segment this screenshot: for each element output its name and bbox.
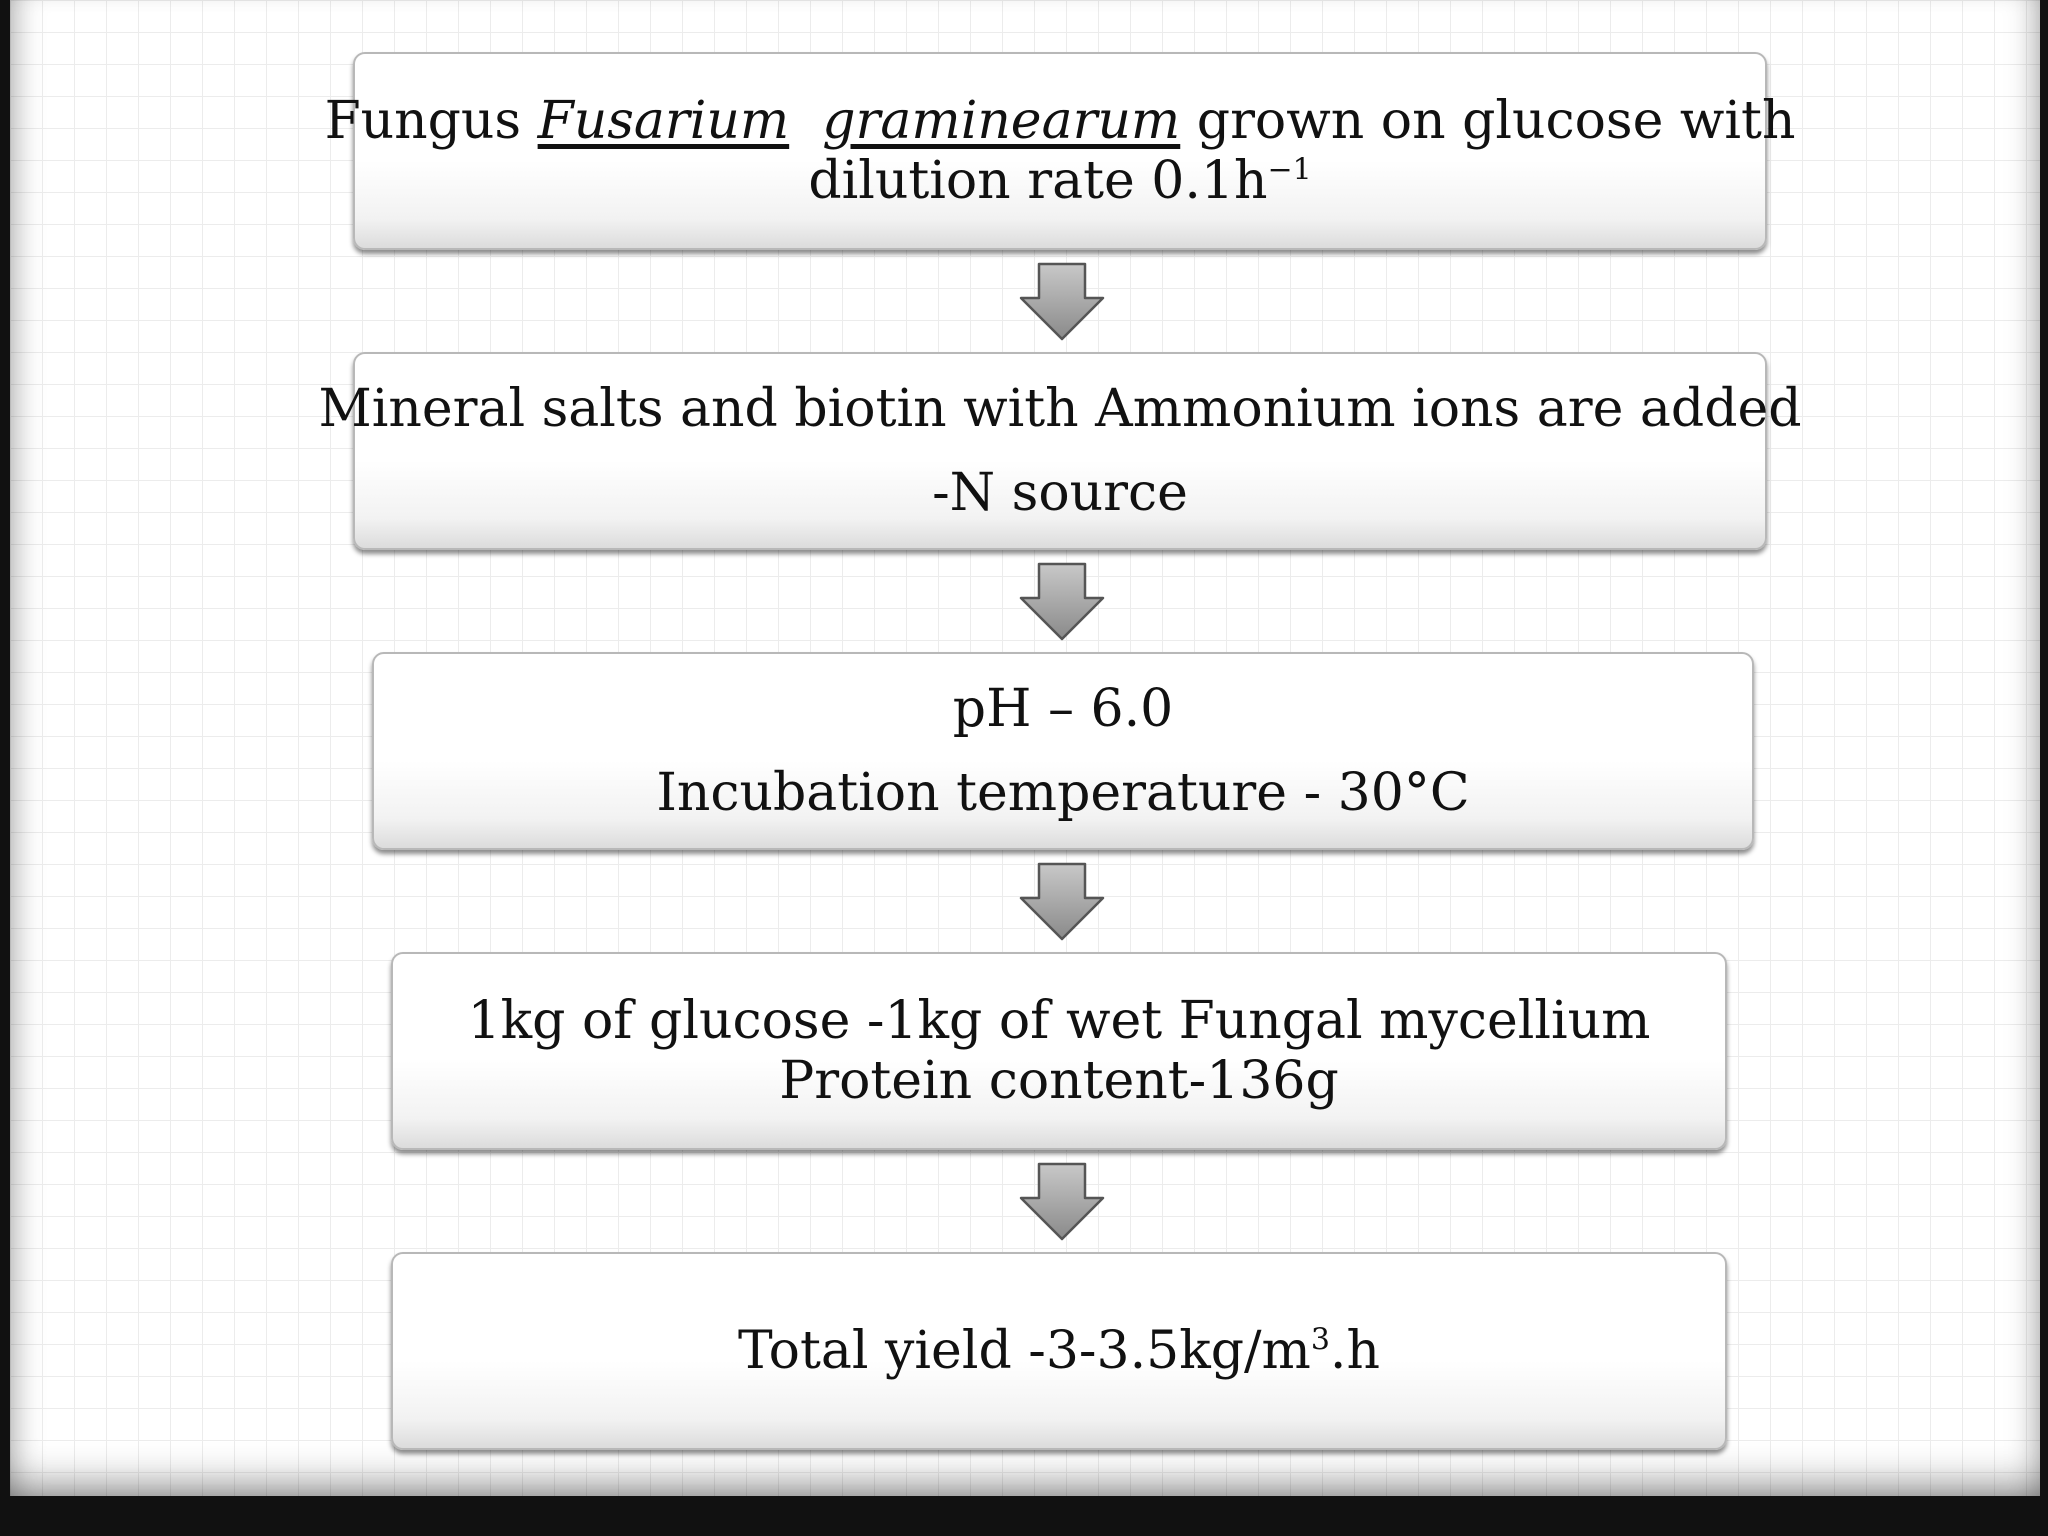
step-2-line-1: Mineral salts and biotin with Ammonium ions are added xyxy=(318,379,1802,439)
step-1-dilution-exponent: −1 xyxy=(1267,152,1312,188)
down-arrow-icon xyxy=(1017,1162,1107,1242)
down-arrow-icon xyxy=(1017,562,1107,642)
step-5-tail: .h xyxy=(1329,1321,1380,1381)
slide-background xyxy=(10,0,2040,1496)
step-5-line xyxy=(738,1321,1380,1381)
step-3-line-2: Incubation temperature - 30°C xyxy=(656,763,1470,823)
step-1-dilution-text: dilution rate 0.1h xyxy=(808,151,1268,211)
step-4-line-1: 1kg of glucose -1kg of wet Fungal mycellium xyxy=(467,991,1651,1051)
step-5-box xyxy=(391,1252,1727,1450)
step-4-line-2: Protein content-136g xyxy=(779,1051,1339,1111)
step-2-box xyxy=(318,352,1802,550)
step-1-species: graminearum xyxy=(822,91,1181,151)
down-arrow-icon xyxy=(1017,262,1107,342)
step-5-yield-text: Total yield -3-3.5kg/m xyxy=(738,1321,1311,1381)
step-2-line-2: -N source xyxy=(932,463,1188,523)
step-3-line-1: pH – 6.0 xyxy=(952,679,1174,739)
step-1-suffix: grown on glucose with xyxy=(1180,91,1796,151)
step-1-genus: Fusarium xyxy=(537,91,790,151)
step-1-box xyxy=(324,52,1796,250)
step-1-line-1 xyxy=(325,91,1796,151)
step-1-prefix: Fungus xyxy=(324,91,538,151)
step-3-box xyxy=(372,652,1754,850)
step-4-box xyxy=(391,952,1727,1150)
step-5-exponent: 3 xyxy=(1310,1322,1330,1358)
down-arrow-icon xyxy=(1017,862,1107,942)
step-1-line-2 xyxy=(808,151,1311,211)
